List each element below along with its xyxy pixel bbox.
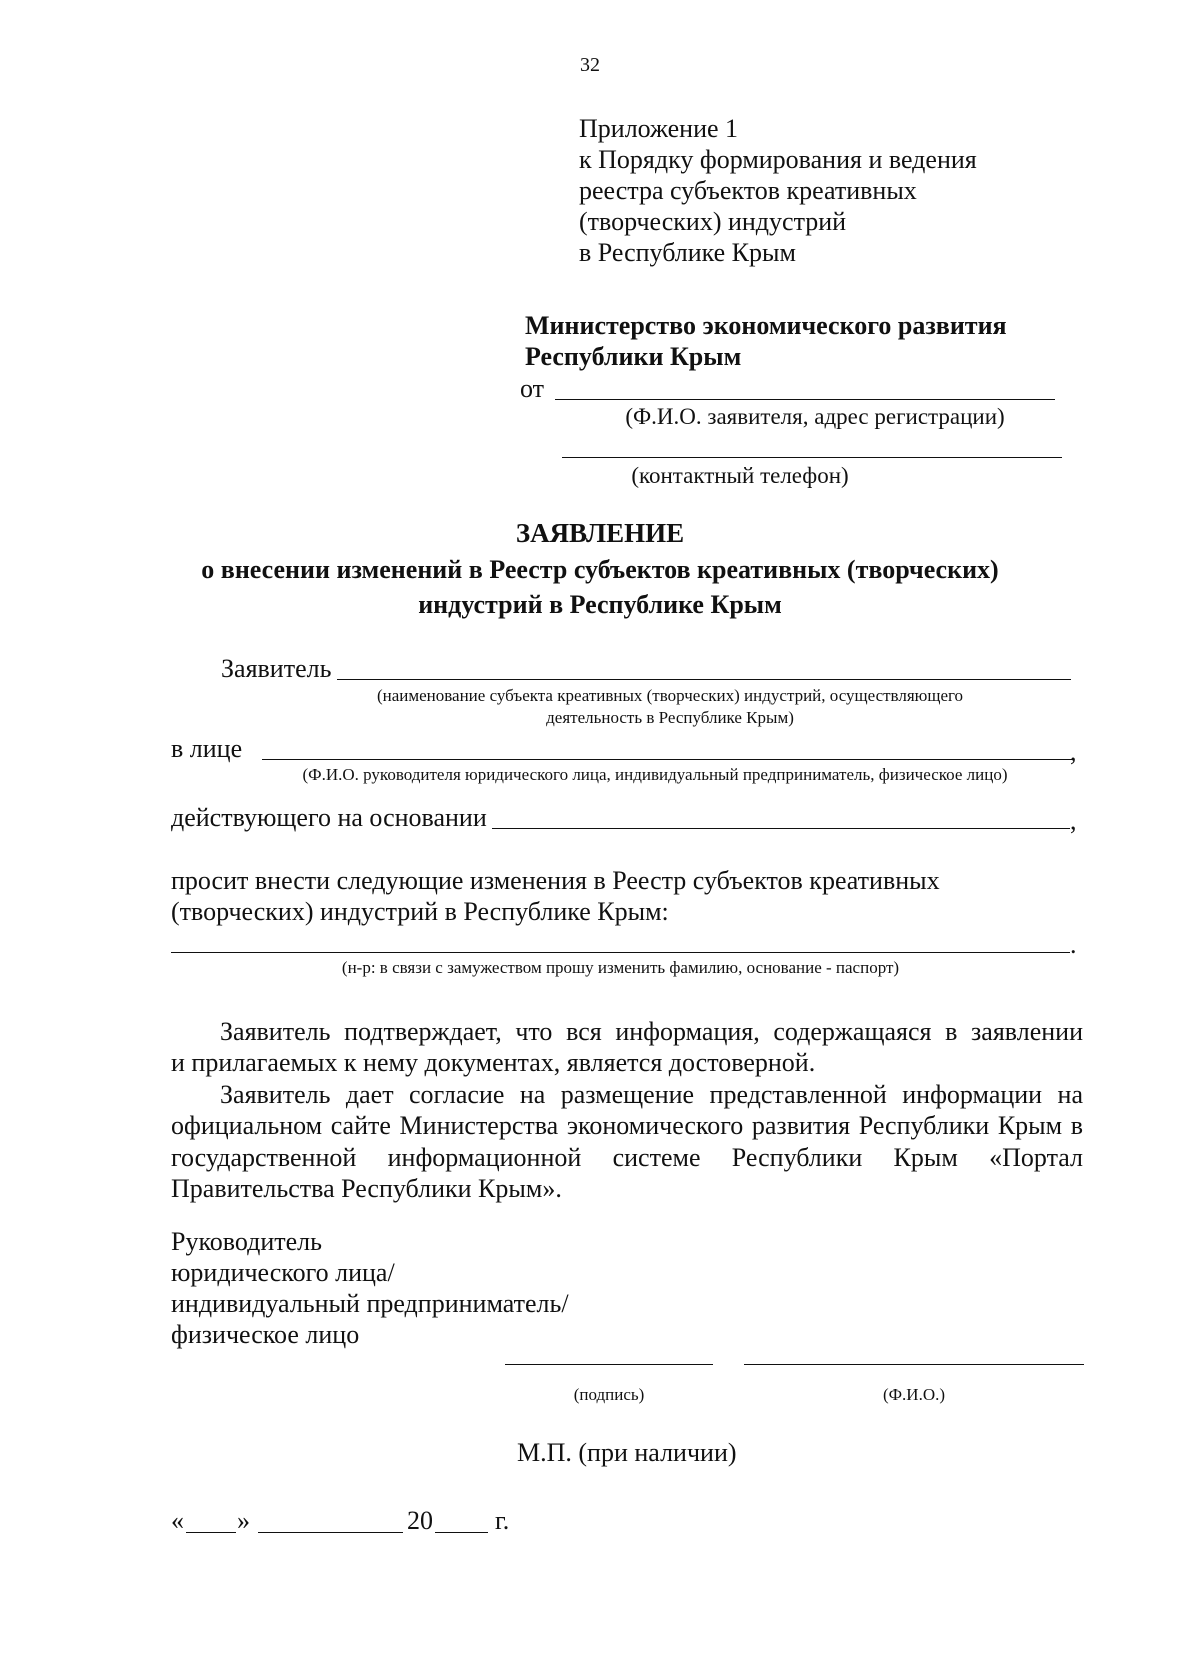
request-end: . [1070,930,1077,959]
document-subtitle-2: индустрий в Республике Крым [418,590,782,619]
person-line[interactable] [262,759,1072,760]
person-label: в лице [171,734,243,763]
date-day-line[interactable] [186,1532,236,1533]
person-hint: (Ф.И.О. руководителя юридического лица, индивидуальный предприниматель, физическое лицо) [302,765,1008,784]
request-line-2: (творческих) индустрий в Республике Крым: [171,897,669,926]
appendix-line: к Порядку формирования и ведения [579,145,977,174]
date-quote-open: « [171,1506,184,1535]
date-quote-close: » [237,1506,250,1535]
signer-role-line: юридического лица/ [171,1258,395,1287]
confirmation-line-2: и прилагаемых к нему документах, является достоверной. [171,1048,816,1077]
signer-name-line[interactable] [744,1364,1084,1365]
consent-line-1: Заявитель дает согласие на размещение представленной информации на [220,1080,1083,1109]
from-label: от [520,374,545,403]
confirmation-line-1: Заявитель подтверждает, что вся информация, содержащаяся в заявлении [220,1017,1083,1046]
addressee-region: Республики Крым [525,342,742,371]
phone-hint: (контактный телефон) [631,463,849,488]
applicant-hint: (Ф.И.О. заявителя, адрес регистрации) [625,404,1005,429]
applicant-hint-1: (наименование субъекта креативных (творческих) индустрий, осуществляющего [376,686,964,705]
applicant-line[interactable] [337,679,1071,680]
appendix-line: реестра субъектов креативных [579,176,917,205]
applicant-label: Заявитель [221,654,332,683]
appendix-line: (творческих) индустрий [579,207,847,236]
stamp-label: М.П. (при наличии) [517,1438,737,1467]
date-year-prefix: 20 [407,1506,433,1535]
consent-line-4: Правительства Республики Крым». [171,1174,562,1203]
basis-line[interactable] [492,828,1070,829]
phone-line[interactable] [562,457,1062,458]
basis-label: действующего на основании [171,803,487,832]
date-year-suffix: г. [495,1506,510,1535]
signer-role [171,1226,631,1350]
consent-line-2: официальном сайте Министерства экономического развития Республики Крым в [171,1111,1083,1140]
consent-line-3: государственной информационной системе Республики Крым «Портал [171,1143,1083,1172]
request-line[interactable] [171,952,1070,953]
request-hint: (н-р: в связи с замужеством прошу изменить фамилию, основание - паспорт) [341,958,900,977]
date-year-line[interactable] [435,1532,488,1533]
document-title: ЗАЯВЛЕНИЕ [515,518,685,548]
person-comma: , [1070,737,1077,766]
date-month-line[interactable] [258,1532,403,1533]
appendix-line: в Республике Крым [579,238,796,267]
signature-line[interactable] [505,1364,713,1365]
addressee-ministry: Министерство экономического развития [525,311,1007,340]
signature-hint: (подпись) [573,1385,645,1404]
signer-role-line: индивидуальный предприниматель/ [171,1289,569,1318]
request-line-1: просит внести следующие изменения в Реестр субъектов креативных [171,866,940,895]
signer-name-hint: (Ф.И.О.) [882,1385,946,1404]
applicant-name-line[interactable] [555,399,1055,400]
signer-role-line: Руководитель [171,1227,322,1256]
signer-role-line: физическое лицо [171,1320,360,1349]
page-number: 32 [580,54,600,76]
appendix-block [579,113,1019,268]
appendix-line: Приложение 1 [579,114,739,143]
document-subtitle-1: о внесении изменений в Реестр субъектов креативных (творческих) [201,555,999,584]
basis-comma: , [1070,806,1077,835]
applicant-hint-2: деятельность в Республике Крым) [546,708,794,727]
